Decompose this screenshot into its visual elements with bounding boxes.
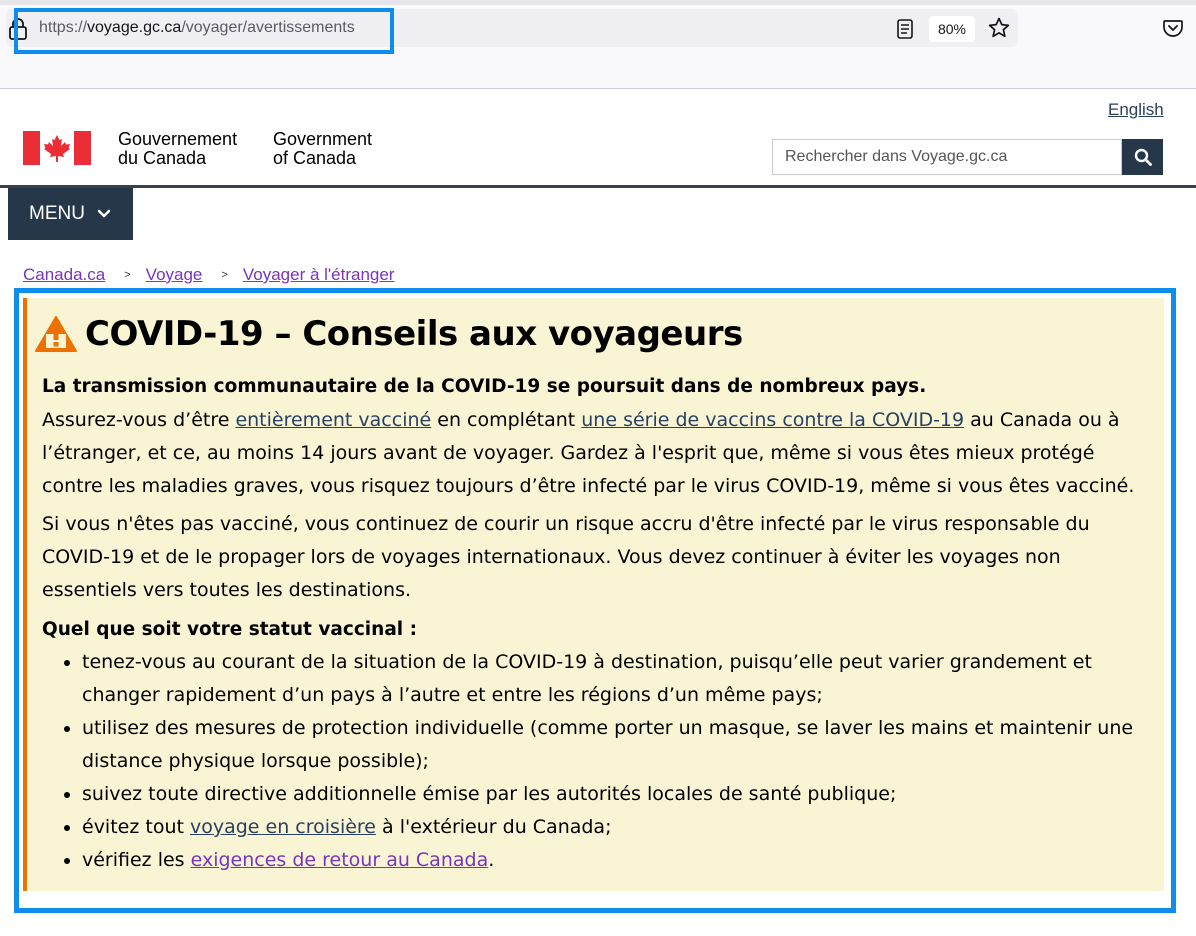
url-highlight-box (14, 8, 394, 54)
search-input[interactable] (773, 140, 1121, 174)
search-button[interactable] (1122, 139, 1163, 175)
canada-flag-icon (23, 131, 91, 165)
signature-fr-line2: du Canada (118, 148, 207, 168)
header-divider (0, 185, 1196, 188)
breadcrumb-separator: > (221, 269, 228, 281)
paragraph-text: en complétant (431, 409, 582, 431)
signature-french (118, 130, 237, 168)
tab-strip-edge (0, 0, 1196, 5)
advisory-title: COVID-19 – Conseils aux voyageurs (85, 314, 743, 354)
breadcrumb-abroad-link[interactable]: Voyager à l'étranger (242, 265, 395, 284)
reader-view-icon[interactable] (895, 18, 915, 40)
list-item: • suivez toute directive additionnelle émise par les autorités locales de santé publique; (82, 778, 1172, 811)
signature-english (273, 130, 372, 168)
list-item (82, 844, 1172, 877)
list-item-text: . (488, 849, 495, 871)
breadcrumb (23, 265, 394, 285)
breadcrumb-canada-link[interactable]: Canada.ca (23, 265, 106, 284)
zoom-level-button[interactable]: 80% (929, 16, 975, 42)
bookmark-star-icon[interactable] (987, 16, 1011, 40)
list-item: • utilisez des mesures de protection individuelle (comme porter un masque, se laver les mains et maintenir une distance physique lorsque possible); (82, 712, 1172, 778)
url-domain: voyage.gc.ca (87, 19, 182, 36)
signature-en-line1: Government (273, 129, 373, 149)
advisory-list-intro: Quel que soit votre statut vaccinal : (42, 619, 417, 640)
paragraph-text: Assurez-vous d’être (42, 409, 236, 431)
menu-label: MENU (29, 203, 85, 224)
advisory-paragraph-unvaccinated: Si vous n'êtes pas vacciné, vous continuez de courir un risque accru d'être infecté par le virus responsable du COVID-19 et de le propager lors de voyages internationaux. Vous devez continuer à éviter les voyages non essentiels vers toutes les destinations. (42, 513, 1090, 601)
advisory-lead: La transmission communautaire de la COVID-19 se poursuit dans de nombreux pays. (42, 376, 927, 397)
signature-en-line2: of Canada (273, 148, 357, 168)
url-prefix: https:// (39, 19, 88, 36)
list-item-text: à l'extérieur du Canada; (376, 816, 612, 838)
cruise-travel-link[interactable]: voyage en croisière (189, 816, 376, 838)
signature-fr-line1: Gouvernement (118, 129, 238, 149)
search-field[interactable] (772, 139, 1122, 175)
return-requirements-link[interactable]: exigences de retour au Canada (190, 849, 489, 871)
advisory-paragraph-vaccination (42, 404, 1152, 503)
list-item: • tenez-vous au courant de la situation de la COVID-19 à destination, puisqu’elle peut varier grandement et changer rapidement d’un pays à l’autre et entre les régions d’un même pays; (82, 646, 1172, 712)
pocket-icon[interactable] (1162, 17, 1184, 39)
warning-icon (34, 315, 78, 353)
browser-toolbar (0, 0, 1196, 89)
list-item (82, 811, 1172, 844)
fully-vaccinated-link[interactable]: entièrement vacciné (235, 409, 432, 431)
paragraph-text: au Canada ou à l’étranger, et ce, au moins 14 jours avant de voyager. Gardez à l'esprit que, même si vous êtes mieux protégé contre les maladies graves, vous risquez toujours d’être infecté par le virus COVID-19, même si vous êtes vacciné. (42, 409, 1135, 497)
url-path: /voyager/avertissements (181, 19, 355, 36)
list-item-text: évitez tout (82, 816, 190, 838)
language-toggle-link[interactable]: English (1108, 100, 1164, 119)
menu-button[interactable] (8, 188, 133, 240)
breadcrumb-voyage-link[interactable]: Voyage (145, 265, 203, 284)
list-item-text: vérifiez les (82, 849, 191, 871)
chevron-down-icon (97, 209, 111, 219)
breadcrumb-separator: > (124, 269, 131, 281)
vaccine-series-link[interactable]: une série de vaccins contre la COVID-19 (581, 409, 965, 431)
advisory-list (60, 646, 1172, 877)
search-icon (1134, 148, 1152, 166)
